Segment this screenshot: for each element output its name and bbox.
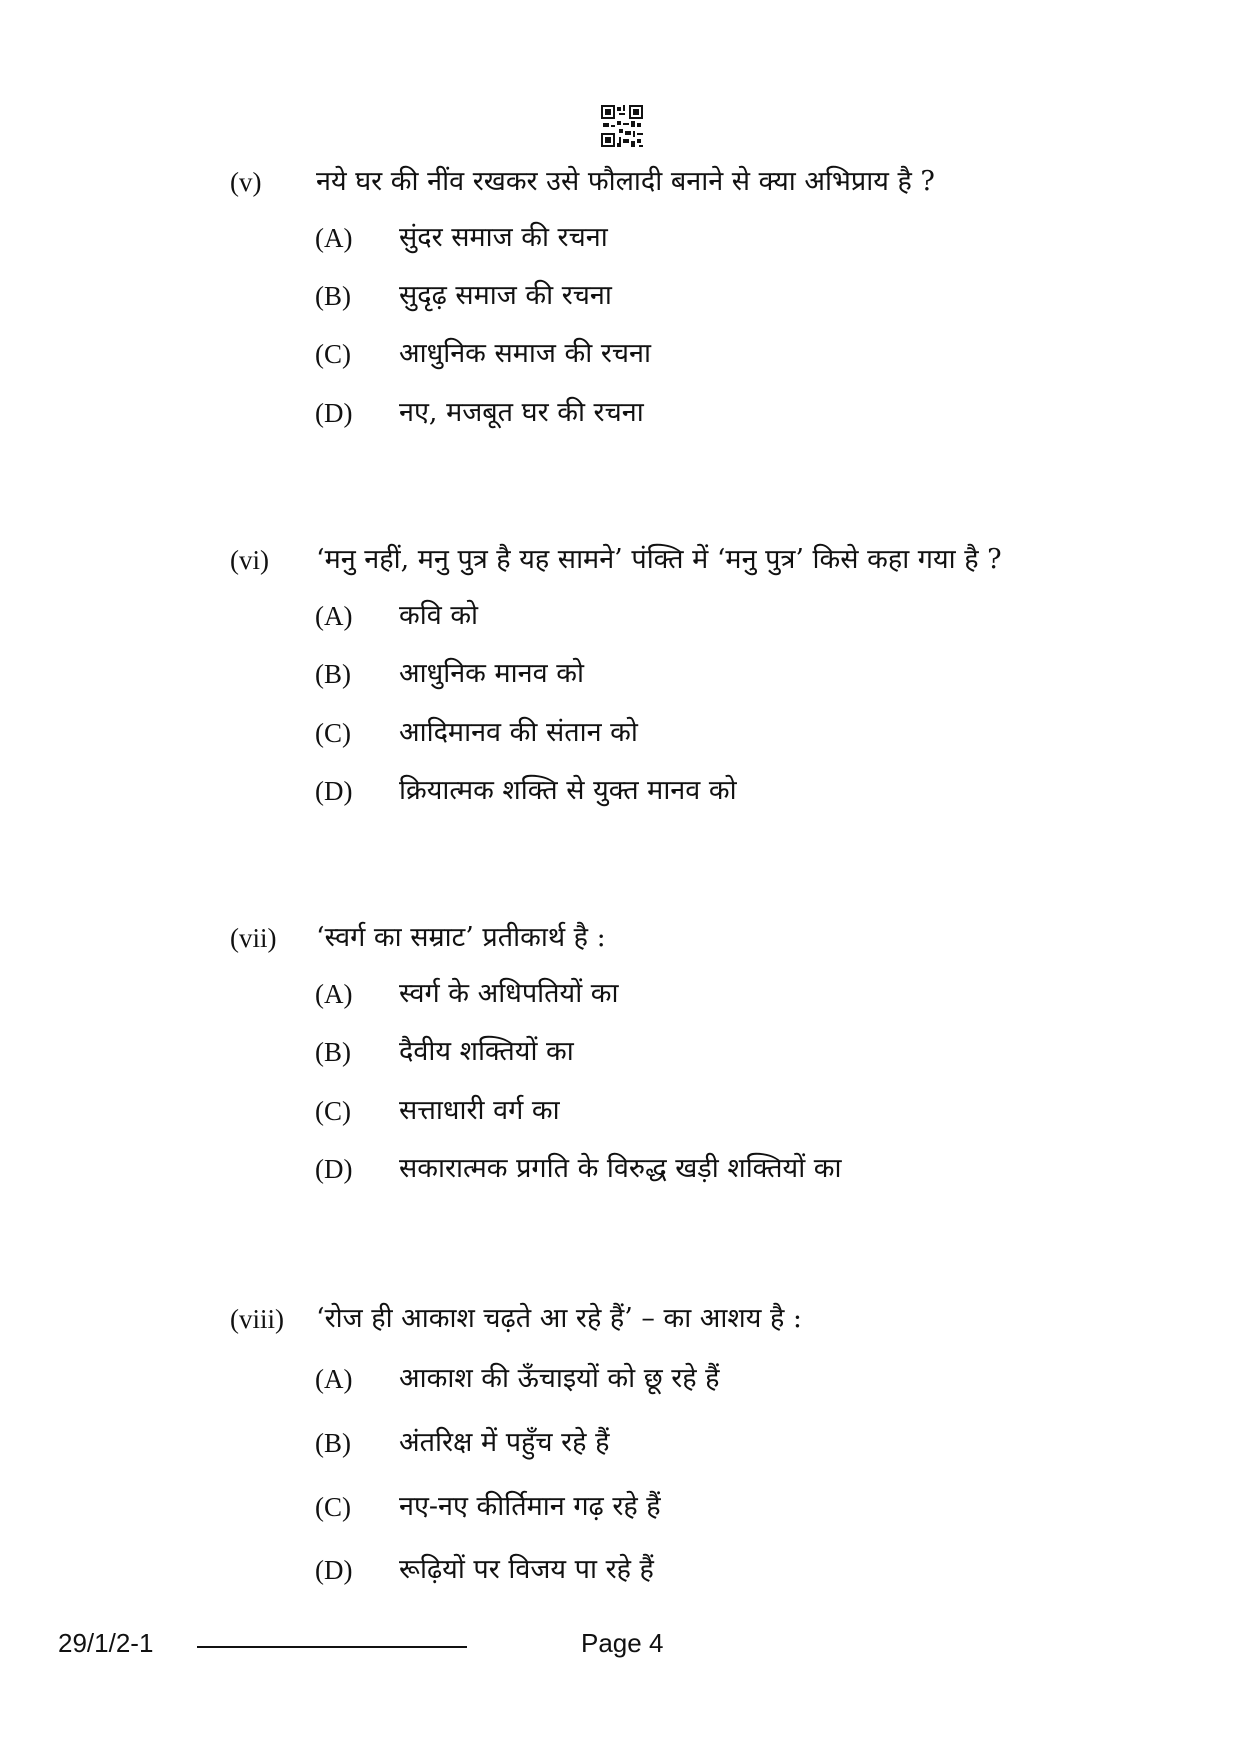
question-text: नये घर की नींव रखकर उसे फौलादी बनाने से क्या अभिप्राय है ?: [316, 166, 935, 197]
option-label: (C): [315, 718, 351, 748]
option-label: (A): [315, 979, 353, 1009]
question-text: ‘मनु नहीं, मनु पुत्र है यह सामने’ पंक्ति में ‘मनु पुत्र’ किसे कहा गया है ?: [316, 544, 1002, 575]
paper-code: 29/1/2-1: [58, 1628, 154, 1658]
question-number: (vii): [230, 923, 277, 953]
option-label: (D): [315, 776, 353, 806]
option-text: स्वर्ग के अधिपतियों का: [399, 978, 619, 1009]
option-label: (C): [315, 339, 351, 369]
option-text: नए-नए कीर्तिमान गढ़ रहे हैं: [399, 1491, 661, 1522]
option-label: (B): [315, 1037, 351, 1067]
option-label: (D): [315, 1555, 353, 1585]
option-text: आकाश की ऊँचाइयों को छू रहे हैं: [399, 1363, 720, 1394]
option-text: सकारात्मक प्रगति के विरुद्ध खड़ी शक्तियों का: [399, 1153, 842, 1184]
option-label: (B): [315, 659, 351, 689]
option-label: (D): [315, 1154, 353, 1184]
option-label: (C): [315, 1096, 351, 1126]
option-label: (B): [315, 281, 351, 311]
option-text: कवि को: [399, 600, 479, 631]
option-text: नए, मजबूत घर की रचना: [399, 397, 644, 428]
page-number: Page 4: [581, 1628, 664, 1658]
option-text: दैवीय शक्तियों का: [399, 1036, 574, 1067]
option-text: आदिमानव की संतान को: [399, 717, 638, 748]
option-text: क्रियात्मक शक्ति से युक्त मानव को: [399, 775, 737, 806]
qr-code: [601, 105, 643, 147]
page-footer: [0, 1628, 1241, 1668]
option-label: (A): [315, 601, 353, 631]
option-text: आधुनिक मानव को: [399, 658, 584, 689]
question-number: (v): [230, 167, 262, 197]
question-text: ‘रोज ही आकाश चढ़ते आ रहे हैं’ – का आशय है :: [316, 1303, 802, 1334]
option-text: अंतरिक्ष में पहुँच रहे हैं: [399, 1427, 610, 1458]
option-text: आधुनिक समाज की रचना: [399, 338, 651, 369]
option-text: सत्ताधारी वर्ग का: [399, 1095, 560, 1126]
option-text: सुदृढ़ समाज की रचना: [399, 280, 612, 311]
option-text: सुंदर समाज की रचना: [399, 222, 608, 253]
option-label: (A): [315, 1364, 353, 1394]
option-text: रूढ़ियों पर विजय पा रहे हैं: [399, 1554, 654, 1585]
option-label: (D): [315, 398, 353, 428]
option-label: (C): [315, 1492, 351, 1522]
question-text: ‘स्वर्ग का सम्राट’ प्रतीकार्थ है :: [316, 922, 606, 953]
question-number: (vi): [230, 545, 269, 575]
option-label: (B): [315, 1428, 351, 1458]
option-label: (A): [315, 223, 353, 253]
question-number: (viii): [230, 1304, 284, 1334]
footer-divider: [197, 1646, 467, 1648]
